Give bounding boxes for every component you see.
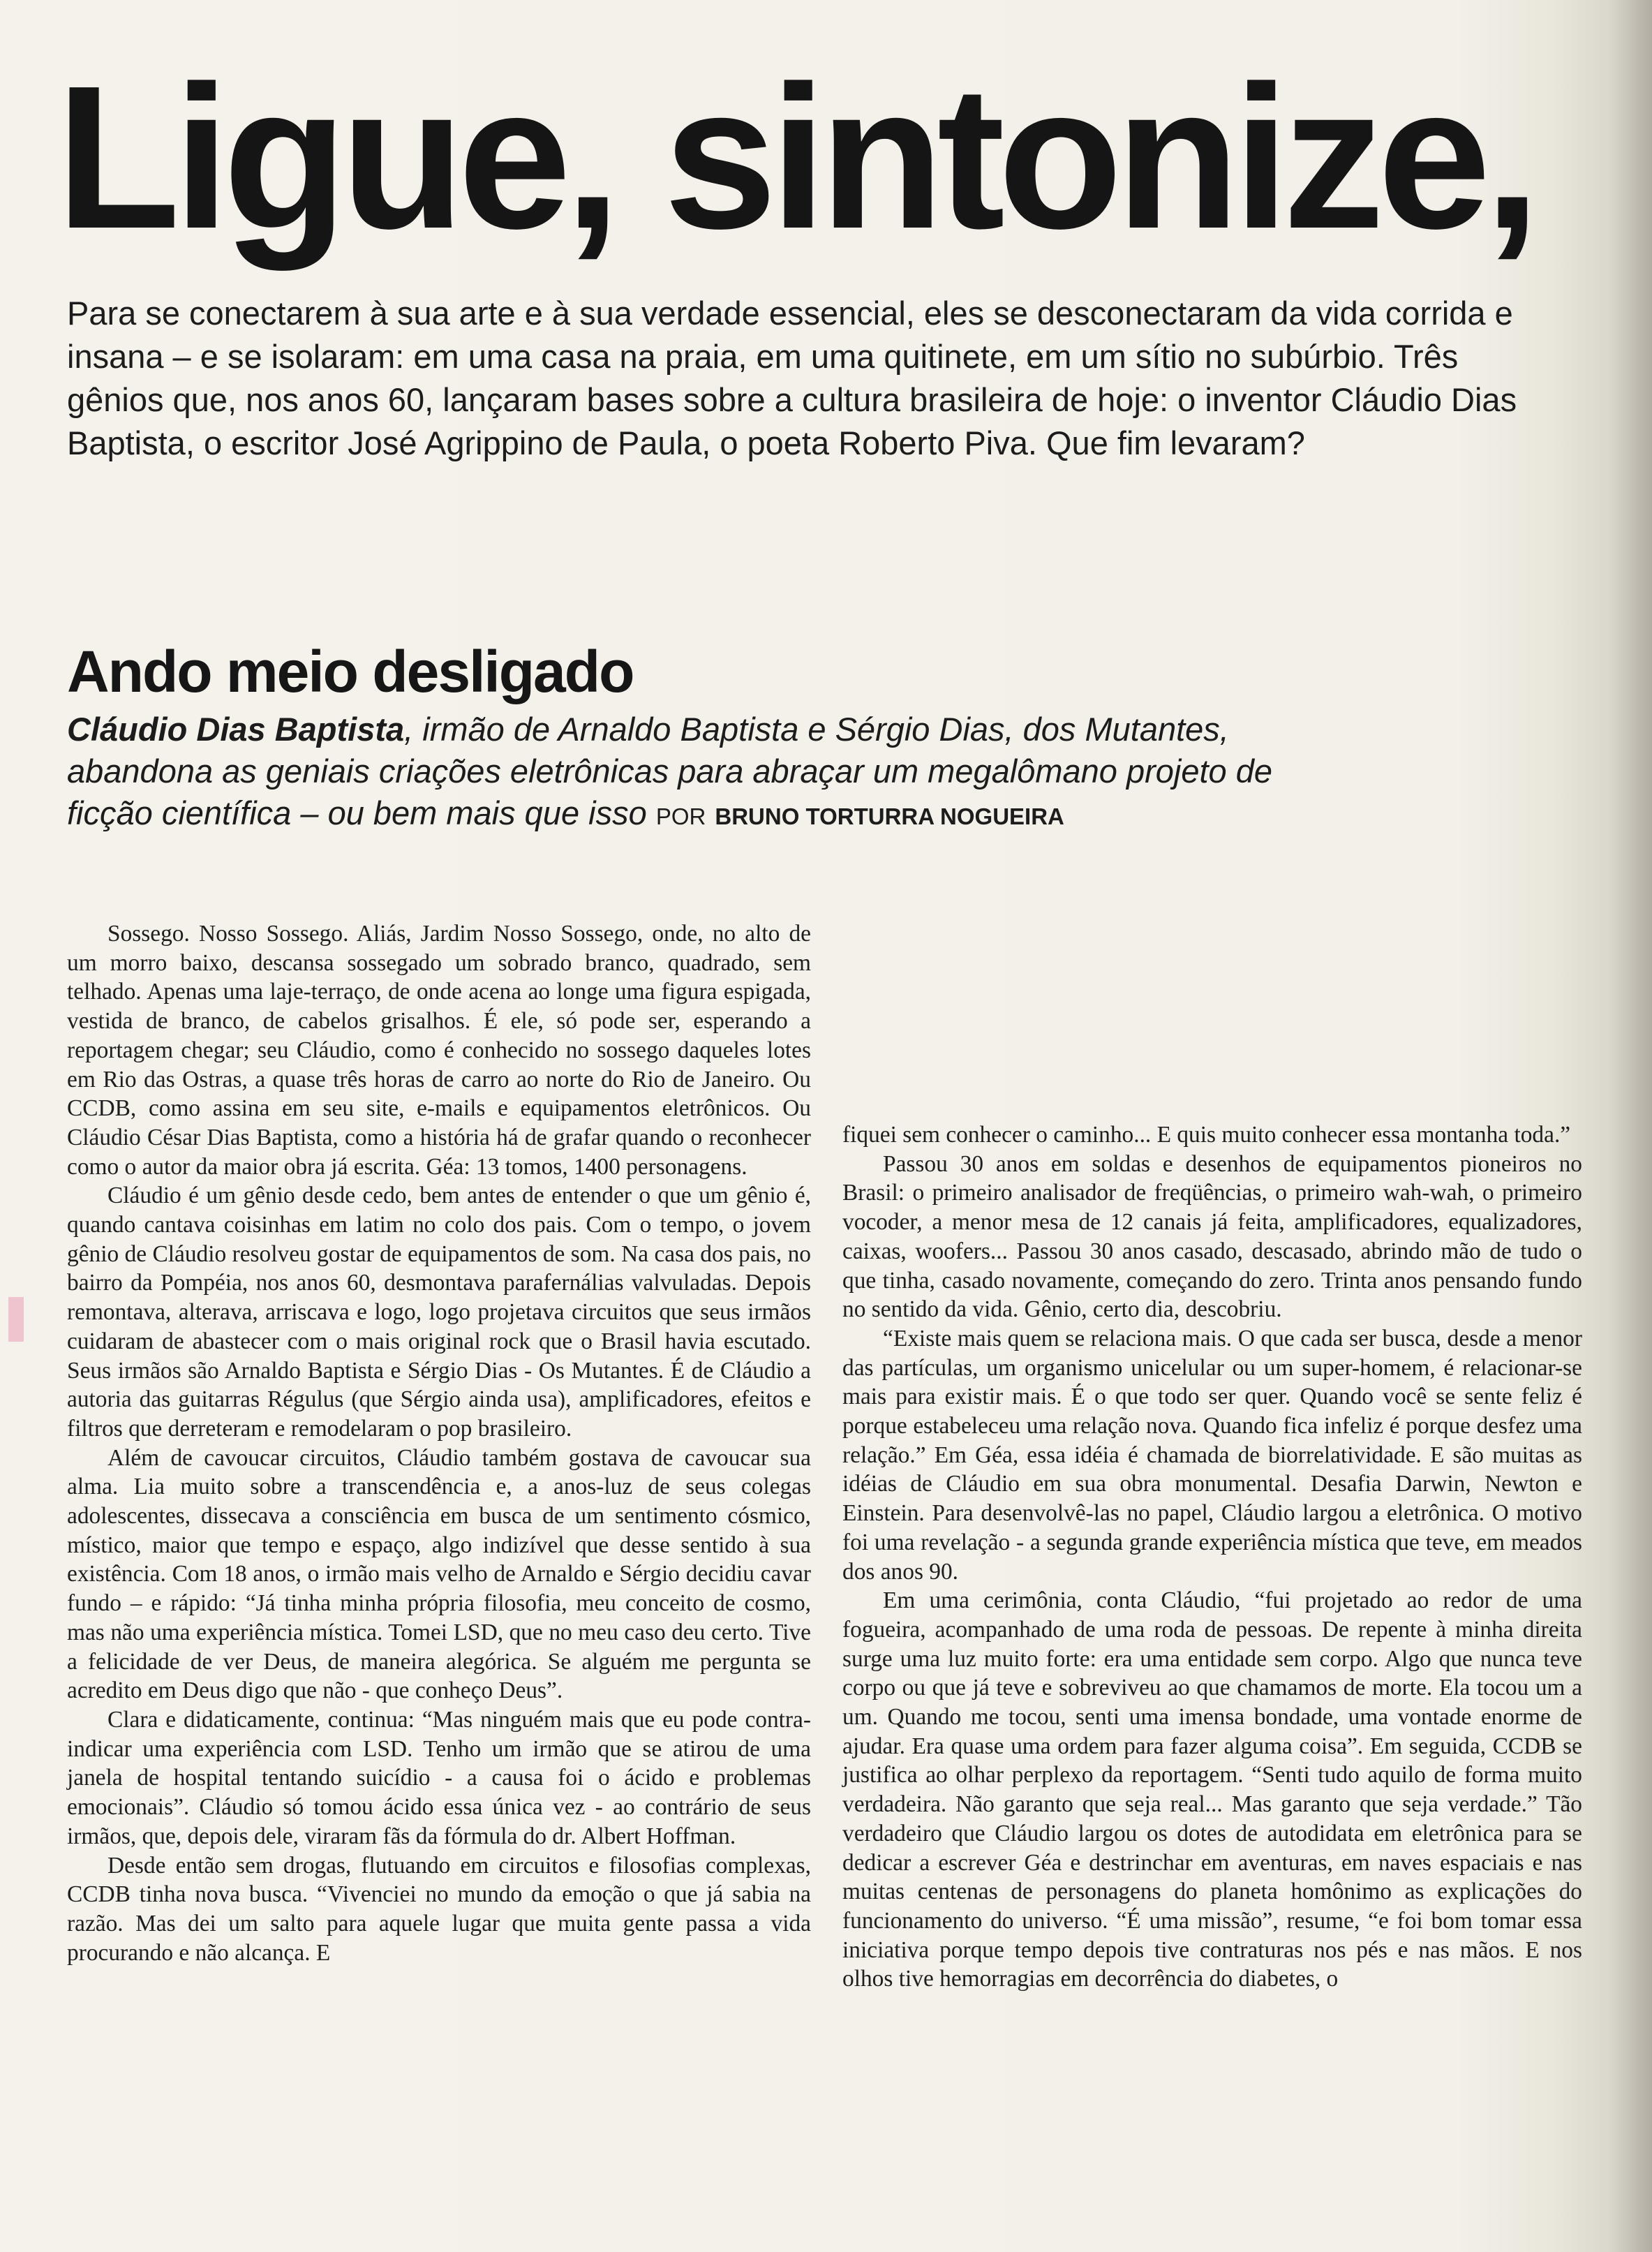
article-paragraph: Desde então sem drogas, flutuando em circuitos e filosofias complexas, CCDB tinha nova busca. “Vivenciei no mundo da emoção o que já sabia na razão. Mas dei um salto para aquele lugar que muita gente passa a vida procurando e não alcança. E [67,1852,811,1966]
article-paragraph-continued: fiquei sem conhecer o caminho... E quis muito conhecer essa montanha toda.” [842,1122,1571,1148]
page-edge-mark [8,1297,24,1342]
section-title: Ando meio desligado [67,639,634,704]
article-paragraph: Além de cavoucar circuitos, Cláudio também gostava de cavoucar sua alma. Lia muito sobre a transcendência e, a anos-luz de seus colegas adolescentes, dissecava a consciência em busca de um sentimento cósmico, místico, maior que tempo e espaço, algo indizível que desse sentido à sua existência. Com 18 anos, o irmão mais velho de Arnaldo e Sérgio decidiu cavar fundo – e rápido: “Já tinha minha própria filosofia, meu conceito de cosmo, mas não uma experiência mística. Tomei LSD, que no meu caso deu certo. Tive a felicidade de ver Deus, de maneira alegórica. Se alguém me pergunta se acredito em Deus digo que não - que conheço Deus”. [67,1444,811,1704]
subhead [67,709,1337,838]
page-gutter-shadow [1610,0,1652,2252]
article-paragraph: Clara e didaticamente, continua: “Mas ninguém mais que eu pode contra-indicar uma experiência com LSD. Tenho um irmão que se atirou de uma janela de hospital tentando suicídio - a causa foi o ácido e problemas emocionais”. Cláudio só tomou ácido essa única vez - ao contrário de seus irmãos, que, depois dele, viraram fãs da fórmula do dr. Albert Hoffman. [67,1706,811,1849]
subhead-name: Cláudio Dias Baptista [67,711,405,748]
lead-paragraph: Para se conectarem à sua arte e à sua verdade essencial, eles se desconectaram da vida corrida e insana – e se isolaram: em uma casa na praia, em uma quitinete, em um sítio no subúrbio. Três gênios que, nos anos 60, lançaram bases sobre a cultura brasileira de hoje: o inventor Cláudio Dias Baptista, o escritor José Agrippino de Paula, o poeta Roberto Piva. Que fim levaram? [67,295,1517,461]
headline: Ligue, sintonize, [56,43,1534,271]
byline-prefix: POR [655,803,706,829]
article-paragraph: “Existe mais quem se relaciona mais. O que cada ser busca, desde a menor das partículas, um organismo unicelular ou um super-homem, é relacionar-se mais para existir mais. É o que todo ser quer. Quando você se sente feliz é porque estabeleceu uma relação nova. Quando fica infeliz é porque desfez uma relação.” Em Géa, essa idéia é chamada de biorrelatividade. E são muitas as idéias de Cláudio em sua obra monumental. Desafia Darwin, Newton e Einstein. Para desenvolvê-las no papel, Cláudio largou a eletrônica. O motivo foi uma revelação - a segunda grande experiência mística que teve, em meados dos anos 90. [842,1325,1582,1585]
byline-author: BRUNO TORTURRA NOGUEIRA [715,803,1064,829]
article-paragraph: Em uma cerimônia, conta Cláudio, “fui projetado ao redor de uma fogueira, acompanhado de uma roda de pessoas. De repente à minha direita surge uma luz muito forte: era uma entidade sem corpo. Algo que nunca teve corpo ou que já teve e sobreviveu ao que chamamos de morte. Ela tocou um a um. Quando me tocou, senti uma imensa bondade, uma vontade enorme de ajudar. Era quase uma ordem para fazer alguma coisa”. Em seguida, CCDB se justifica ao olhar perplexo da reportagem. “Senti tudo aquilo de forma muito verdadeira. Não garanto que seja real... Mas garanto que seja verdade.” Tão verdadeiro que Cláudio largou os dotes de autodidata em eletrônica para se dedicar a escrever Géa e destrinchar em aventuras, em naves espaciais e nas muitas centenas de personagens do planeta homônimo as explicações do funcionamento do universo. “É uma missão”, resume, “e foi bom tomar essa iniciativa porque tempo depois tive contraturas nos pés e nas mãos. E nos olhos tive hemorragias em decorrência do diabetes, o [842,1587,1582,1992]
subhead-text: , irmão de Arnaldo Baptista e Sérgio Dias, dos Mutantes, abandona as geniais criações eletrônicas para abraçar um megalômano projeto de ficção científica – ou bem mais que isso [67,711,1272,831]
article-paragraph: Cláudio é um gênio desde cedo, bem antes de entender o que um gênio é, quando cantava coisinhas em latim no colo dos pais. Com o tempo, o jovem gênio de Cláudio resolveu gostar de equipamentos de som. Na casa dos pais, no bairro da Pompéia, nos anos 60, desmontava parafernálias valvuladas. Depois remontava, alterava, arriscava e logo, logo projetava circuitos que seus irmãos cuidaram de abastecer com o mais original rock que o Brasil havia escutado. Seus irmãos são Arnaldo Baptista e Sérgio Dias - Os Mutantes. É de Cláudio a autoria das guitarras Régulus (que Sérgio ainda usa), amplificadores, efeitos e filtros que derreteram e remodelaram o pop brasileiro. [67,1183,811,1442]
article-column-right [842,1120,1582,1994]
article-column-left [67,919,811,1967]
article-paragraph: Passou 30 anos em soldas e desenhos de equipamentos pioneiros no Brasil: o primeiro analisador de freqüências, o primeiro wah-wah, o primeiro vocoder, a menor mesa de 12 canais já feita, amplificadores, equalizadores, caixas, woofers... Passou 30 anos casado, descasado, abrindo mão de tudo o que tinha, casado novamente, começando do zero. Trinta anos pensando fundo no sentido da vida. Gênio, certo dia, descobriu. [842,1150,1582,1323]
article-paragraph: Sossego. Nosso Sossego. Aliás, Jardim Nosso Sossego, onde, no alto de um morro baixo, descansa sossegado um sobrado branco, quadrado, sem telhado. Apenas uma laje-terraço, de onde acena ao longe uma figura espigada, vestida de branco, de cabelos grisalhos. É ele, só pode ser, esperando a reportagem chegar; seu Cláudio, como é conhecido no sossego daqueles lotes em Rio das Ostras, a quase três horas de carro ao norte do Rio de Janeiro. Ou CCDB, como assina em seu site, e-mails e equipamentos eletrônicos. Ou Cláudio César Dias Baptista, como a história há de grafar quando o reconhecer como o autor da maior obra já escrita. Géa: 13 tomos, 1400 personagens. [67,921,811,1180]
